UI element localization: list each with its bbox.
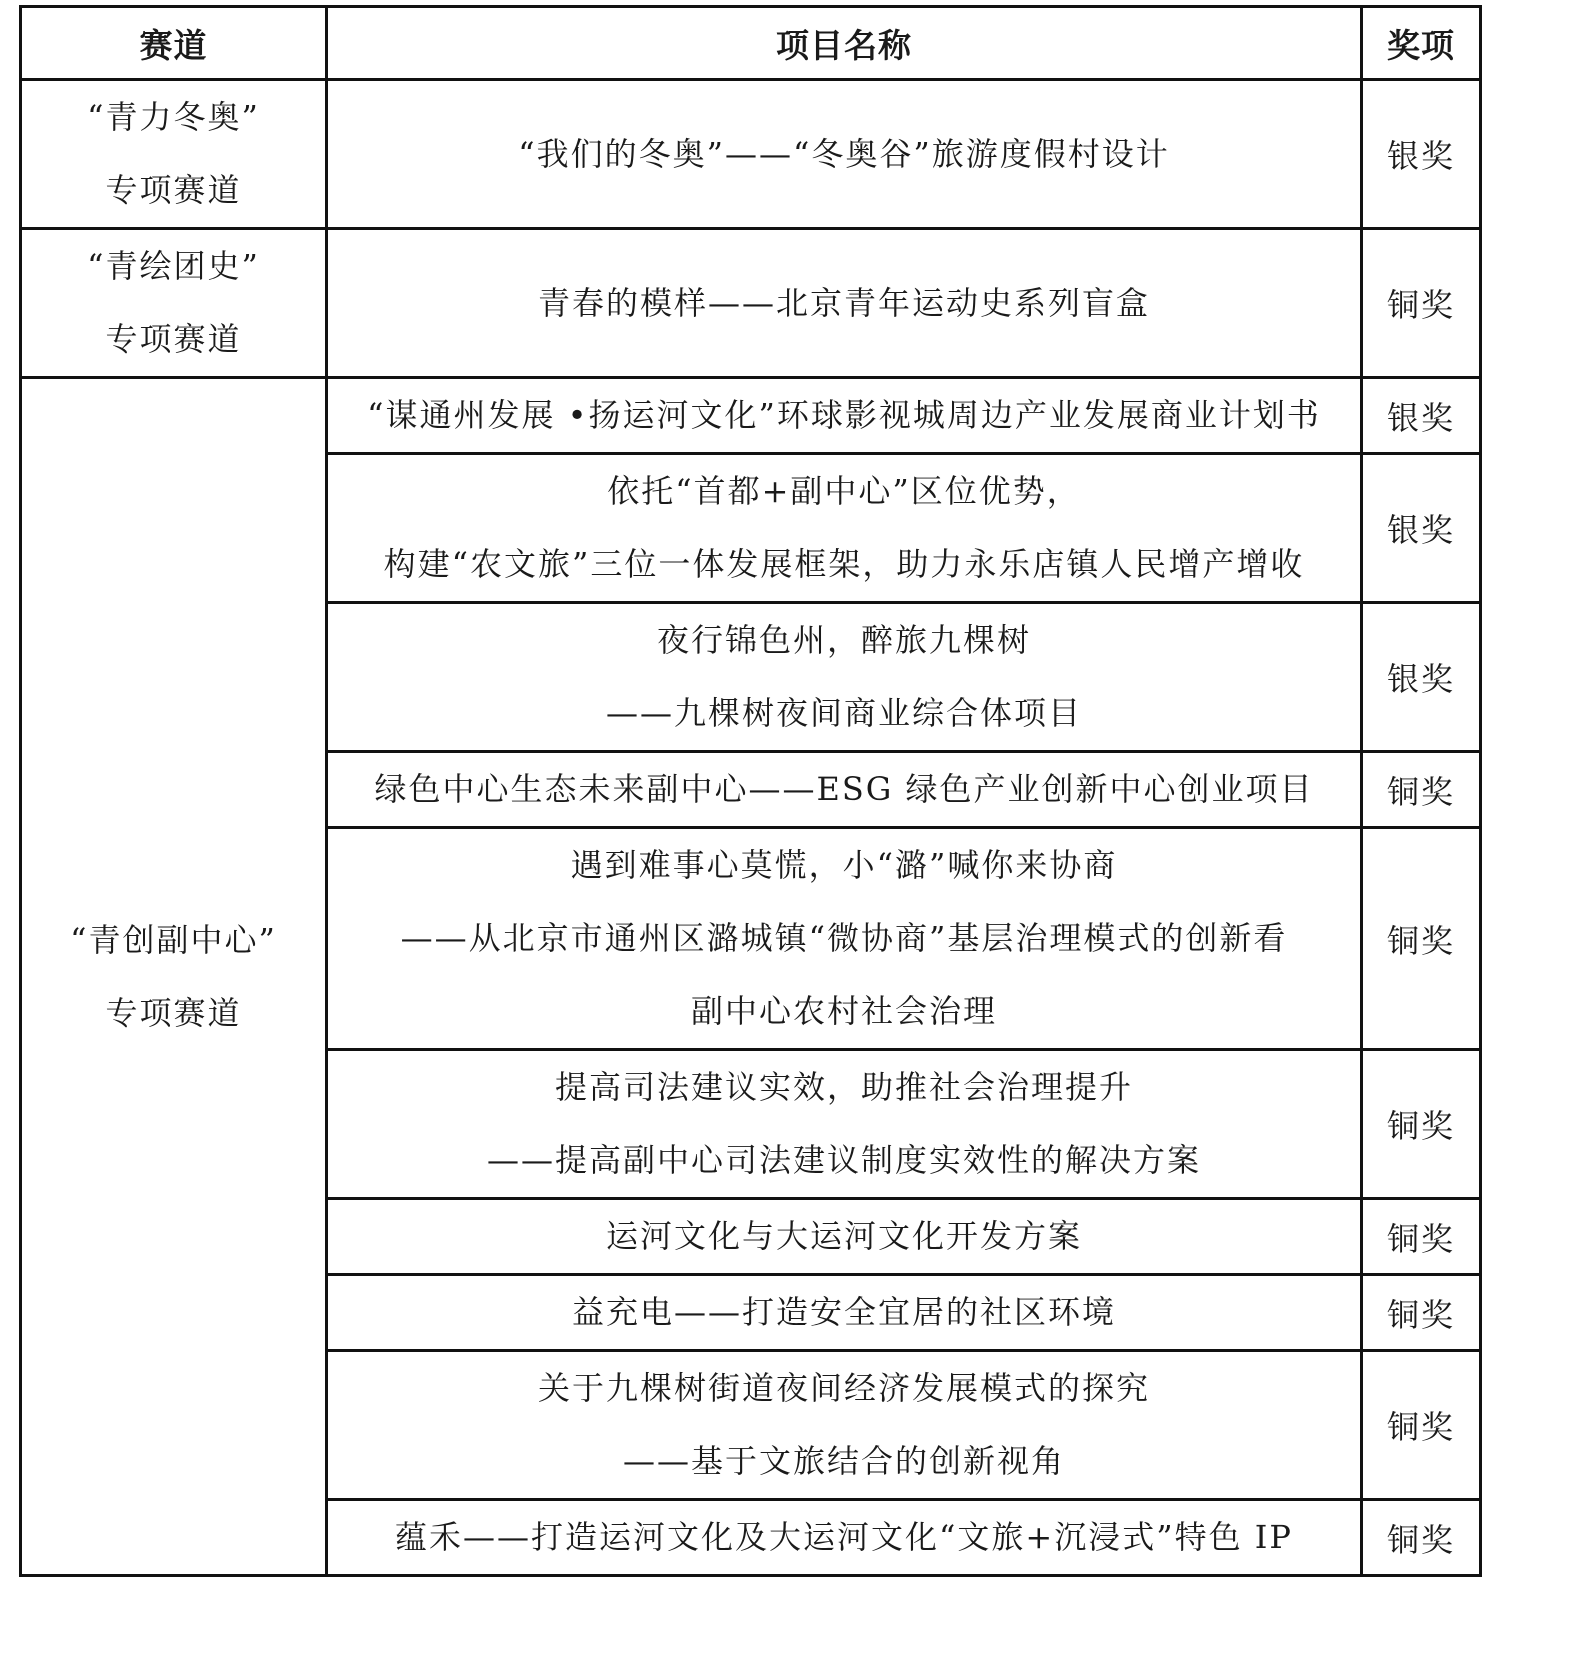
header-award: 奖项 — [1362, 7, 1481, 80]
track-name: “青力冬奥” — [87, 98, 260, 136]
award-cell: 铜奖 — [1362, 828, 1481, 1050]
project-line: ——提高副中心司法建议制度实效性的解决方案 — [486, 1141, 1201, 1179]
header-track: 赛道 — [21, 7, 327, 80]
award-cell: 铜奖 — [1362, 1500, 1481, 1576]
track-cell — [21, 378, 327, 1576]
awards-table — [19, 5, 1482, 1577]
award-cell: 银奖 — [1362, 603, 1481, 752]
award-cell: 铜奖 — [1362, 1199, 1481, 1275]
header-row — [21, 7, 1481, 80]
track-subtitle: 专项赛道 — [105, 320, 242, 358]
table-row — [21, 378, 1481, 454]
project-line: 蕴禾——打造运河文化及大运河文化“文旅+沉浸式”特色 IP — [395, 1518, 1293, 1556]
track-name: “青创副中心” — [70, 920, 277, 959]
project-cell — [327, 1351, 1362, 1500]
project-cell — [327, 80, 1362, 229]
project-line: 运河文化与大运河文化开发方案 — [605, 1217, 1082, 1255]
award-cell: 银奖 — [1362, 80, 1481, 229]
project-cell — [327, 1050, 1362, 1199]
project-cell — [327, 378, 1362, 454]
track-subtitle: 专项赛道 — [105, 171, 242, 209]
track-name: “青绘团史” — [87, 247, 260, 285]
project-line: “我们的冬奥”——“冬奥谷”旅游度假村设计 — [518, 134, 1170, 173]
project-cell — [327, 1500, 1362, 1576]
table-row — [21, 80, 1481, 229]
award-cell: 铜奖 — [1362, 1351, 1481, 1500]
project-line: 构建“农文旅”三位一体发展框架，助力永乐店镇人民增产增收 — [383, 545, 1305, 583]
project-cell — [327, 828, 1362, 1050]
project-line: 夜行锦色州，醉旅九棵树 — [656, 621, 1031, 659]
track-cell — [21, 80, 327, 229]
project-line: 遇到难事心莫慌，小“潞”喊你来协商 — [570, 846, 1118, 884]
project-line: 青春的模样——北京青年运动史系列盲盒 — [537, 283, 1150, 322]
project-cell — [327, 1199, 1362, 1275]
project-line: 关于九棵树街道夜间经济发展模式的探究 — [537, 1369, 1150, 1407]
award-cell: 铜奖 — [1362, 1050, 1481, 1199]
table-row — [21, 229, 1481, 378]
project-cell — [327, 752, 1362, 828]
project-cell — [327, 229, 1362, 378]
project-line: 依托“首都+副中心”区位优势， — [607, 472, 1081, 510]
award-cell: 银奖 — [1362, 454, 1481, 603]
project-line: “谋通州发展 •扬运河文化”环球影视城周边产业发展商业计划书 — [367, 396, 1321, 434]
award-cell: 铜奖 — [1362, 229, 1481, 378]
project-line: ——基于文旅结合的创新视角 — [622, 1442, 1065, 1480]
track-cell — [21, 229, 327, 378]
project-line: ——从北京市通州区潞城镇“微协商”基层治理模式的创新看 — [400, 919, 1288, 957]
award-cell: 银奖 — [1362, 378, 1481, 454]
project-line: 绿色中心生态未来副中心——ESG 绿色产业创新中心创业项目 — [374, 770, 1314, 808]
award-cell: 铜奖 — [1362, 752, 1481, 828]
project-cell — [327, 454, 1362, 603]
award-cell: 铜奖 — [1362, 1275, 1481, 1351]
header-project: 项目名称 — [327, 7, 1362, 80]
project-line: ——九棵树夜间商业综合体项目 — [605, 694, 1082, 732]
project-cell — [327, 603, 1362, 752]
project-line: 提高司法建议实效，助推社会治理提升 — [554, 1068, 1133, 1106]
track-subtitle: 专项赛道 — [105, 993, 242, 1032]
project-cell — [327, 1275, 1362, 1351]
project-line: 副中心农村社会治理 — [690, 992, 997, 1030]
project-line: 益充电——打造安全宜居的社区环境 — [571, 1293, 1116, 1331]
